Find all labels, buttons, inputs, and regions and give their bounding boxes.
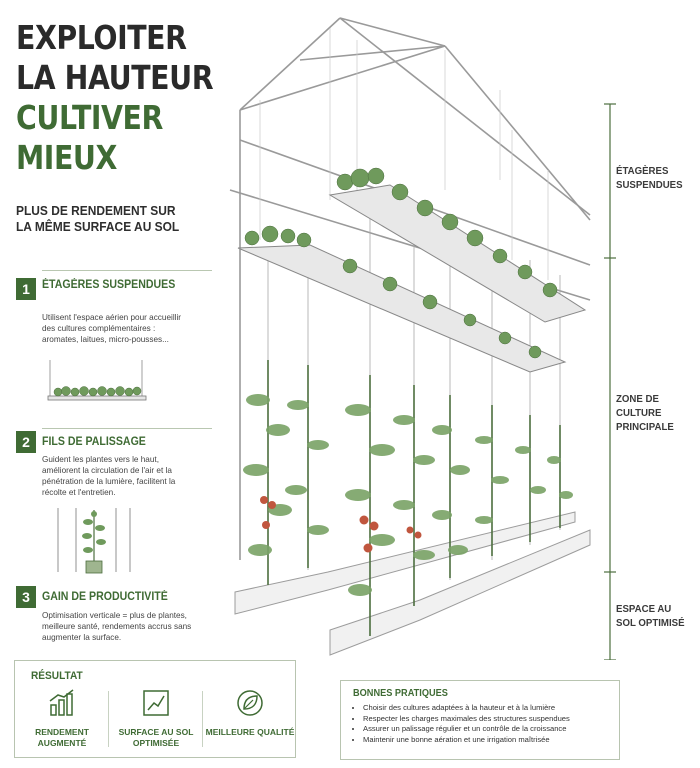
result-title: RÉSULTAT (31, 670, 83, 682)
result-label: RENDEMENT AUGMENTÉ (35, 727, 89, 748)
best-practices-box (340, 680, 620, 760)
title-line-1: EXPLOITER (16, 18, 187, 57)
mini-shelf-icon (46, 360, 166, 404)
growing-beds (235, 512, 590, 655)
height-dimension-line (604, 104, 616, 660)
section-number: 1 (16, 278, 36, 300)
section-divider (42, 270, 212, 271)
section-title: ÉTAGÈRES SUSPENDUES (42, 279, 176, 291)
title-line-4: MIEUX (16, 138, 117, 177)
result-label: SURFACE AU SOL OPTIMISÉE (118, 727, 194, 748)
list-item: • Choisir des cultures adaptées à la hauteur et à la lumière (363, 703, 623, 714)
best-practices-title: BONNES PRATIQUES (353, 688, 448, 699)
title-line-2: LA HAUTEUR (16, 58, 214, 97)
main-title (16, 18, 222, 178)
result-separator (108, 691, 109, 747)
section-number: 2 (16, 431, 36, 453)
list-item: • Assurer un palissage régulier et un contrôle de la croissance (363, 724, 623, 735)
list-item: • Respecter les charges maximales des structures suspendues (363, 714, 623, 725)
title-line-3: CULTIVER (16, 98, 163, 137)
section-title: GAIN DE PRODUCTIVITÉ (42, 591, 168, 603)
area-chart-icon (142, 689, 170, 717)
section-body: Guident les plantes vers le haut, améliorent la circulation de l'air et la pénétration de la lumière, facilitent la récolte et l'entretien. (42, 455, 176, 497)
best-practices-list (345, 703, 623, 745)
section-trellis-wires (16, 428, 196, 578)
result-box (14, 660, 296, 758)
section-number: 3 (16, 586, 36, 608)
side-label-main-zone: ZONE DE CULTURE PRINCIPALE (616, 393, 674, 433)
section-divider (42, 428, 212, 429)
mini-trellis-plant-icon (50, 506, 140, 576)
result-label: MEILLEURE QUALITÉ (205, 727, 295, 737)
side-label-ground-space: ESPACE AU SOL OPTIMISÉ (616, 603, 685, 629)
side-label-shelves: ÉTAGÈRES SUSPENDUES (616, 165, 683, 191)
section-title: FILS DE PALISSAGE (42, 436, 146, 448)
section-hanging-shelves (16, 270, 196, 410)
subtitle: PLUS DE RENDEMENT SUR LA MÊME SURFACE AU SOL (16, 203, 180, 234)
bar-chart-icon (48, 689, 76, 717)
list-item: • Maintenir une bonne aération et une irrigation maîtrisée (363, 735, 623, 746)
section-body: Utilisent l'espace aérien pour accueillir des cultures complémentaires : aromates, laitues, micro-pousses... (42, 313, 181, 344)
section-body: Optimisation verticale = plus de plantes, meilleure santé, rendements accrus sans augmenter la surface. (42, 611, 192, 642)
leaf-icon (236, 689, 264, 717)
section-productivity (16, 586, 196, 656)
result-separator (202, 691, 203, 747)
greenhouse-illustration (200, 0, 620, 660)
